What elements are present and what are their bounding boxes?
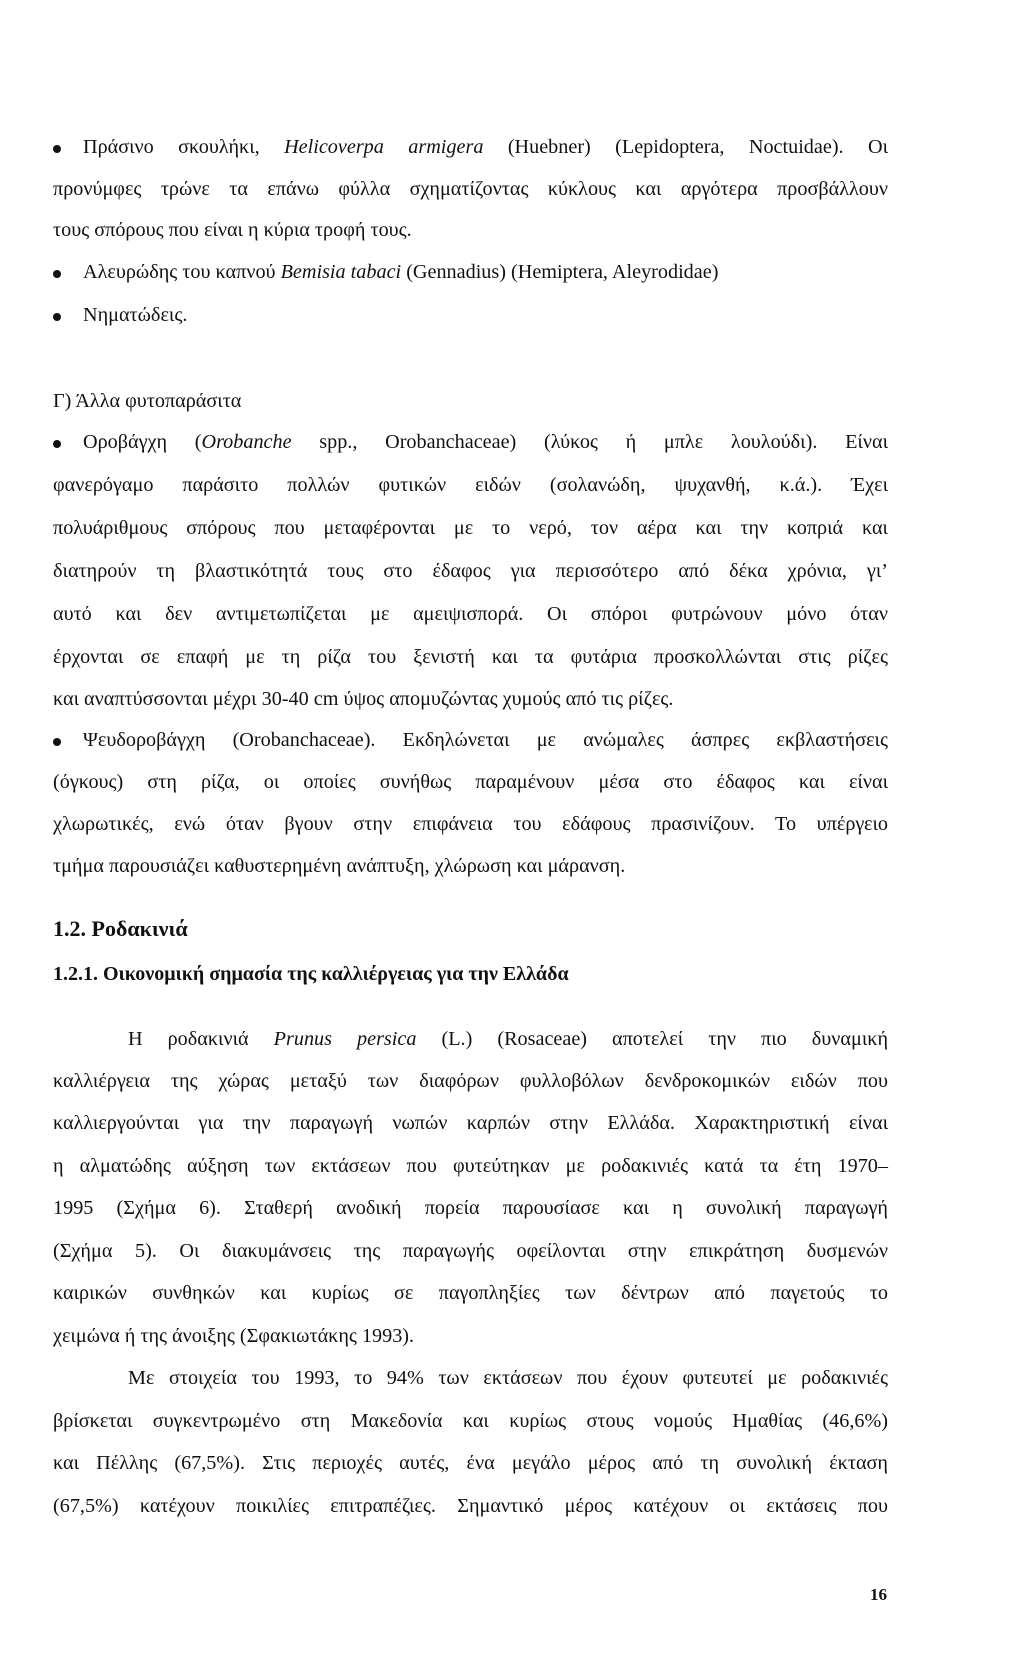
bullet-dot xyxy=(53,440,61,448)
whitefly-line: Αλευρώδης του καπνού Bemisia tabaci (Gennadius) (Hemiptera, Aleyrodidae) xyxy=(83,261,719,283)
para2-line-1: Με στοιχεία του 1993, το 94% των εκτάσεων που έχουν φυτευτεί με ροδακινιές xyxy=(128,1367,888,1389)
pseudo-line-1: Ψευδοροβάγχη (Orobanchaceae). Εκδηλώνεται με ανώμαλες άσπρες εκβλαστήσεις xyxy=(83,729,888,751)
para2-line: βρίσκεται συγκεντρωμένο στη Μακεδονία και κυρίως στους νομούς Ημαθίας (46,6%) xyxy=(53,1410,888,1432)
bullet-dot xyxy=(53,738,61,746)
para1-line: καιρικών συνθηκών και κυρίως σε παγοπληξίες των δέντρων από παγετούς το xyxy=(53,1282,888,1304)
pseudo-line: τμήμα παρουσιάζει καθυστερημένη ανάπτυξη, χλώρωση και μάρανση. xyxy=(53,855,626,877)
para2-line: (67,5%) κατέχουν ποικιλίες επιτραπέζιες. Σημαντικό μέρος κατέχουν οι εκτάσεις που xyxy=(53,1495,888,1517)
orobanche-line: διατηρούν τη βλαστικότητά τους στο έδαφος για περισσότερο από δέκα χρόνια, γι’ xyxy=(53,560,888,582)
pseudo-line: χλωρωτικές, ενώ όταν βγουν στην επιφάνεια του εδάφους πρασινίζουν. Το υπέργειο xyxy=(53,813,888,835)
para2-line: και Πέλλης (67,5%). Στις περιοχές αυτές, ένα μεγάλο μέρος από τη συνολική έκταση xyxy=(53,1452,888,1474)
species-name: Prunus persica xyxy=(273,1028,417,1050)
pseudo-line: (όγκους) στη ρίζα, οι οποίες συνήθως παραμένουν μέσα στο έδαφος και είναι xyxy=(53,771,888,793)
bullet-dot xyxy=(53,145,61,153)
orobanche-line: φανερόγαμο παράσιτο πολλών φυτικών ειδών (σολανώδη, ψυχανθή, κ.ά.). Έχει xyxy=(53,474,888,496)
orobanche-line: και αναπτύσσονται μέχρι 30-40 cm ύψος απομυζώντας χυμούς από τις ρίζες. xyxy=(53,688,674,710)
orobanche-line: έρχονται σε επαφή με τη ρίζα του ξενιστή και τα φυτάρια προσκολλώνται στις ρίζες xyxy=(53,646,888,668)
bollworm-line-3: τους σπόρους που είναι η κύρια τροφή τους. xyxy=(53,219,412,241)
section-heading: 1.2. Ροδακινιά xyxy=(53,916,188,941)
para1-line: 1995 (Σχήμα 6). Σταθερή ανοδική πορεία παρουσίασε και η συνολική παραγωγή xyxy=(53,1197,888,1219)
species-name: Bemisia tabaci xyxy=(280,261,402,283)
bollworm-line-1: Πράσινο σκουλήκι, Helicoverpa armigera (Huebner) (Lepidoptera, Noctuidae). Οι xyxy=(83,136,889,158)
nematodes-line: Νηματώδεις. xyxy=(83,304,188,326)
subsection-heading: 1.2.1. Οικονομική σημασία της καλλιέργειας για την Ελλάδα xyxy=(53,963,569,985)
bollworm-line-2: προνύμφες τρώνε τα επάνω φύλλα σχηματίζοντας κύκλους και αργότερα προσβάλλουν xyxy=(53,178,888,200)
para1-line: καλλιεργούνται για την παραγωγή νωπών καρπών στην Ελλάδα. Χαρακτηριστική είναι xyxy=(53,1112,888,1134)
species-name: Helicoverpa armigera xyxy=(284,136,484,158)
parasites-heading: Γ) Άλλα φυτοπαράσιτα xyxy=(53,390,242,412)
para1-line-1: Η ροδακινιά Prunus persica (L.) (Rosaceae) αποτελεί την πιο δυναμική xyxy=(128,1028,888,1050)
para1-line: χειμώνα ή της άνοιξης (Σφακιωτάκης 1993). xyxy=(53,1325,415,1347)
bullet-dot xyxy=(53,270,61,278)
bullet-dot xyxy=(53,313,61,321)
page-number: 16 xyxy=(870,1585,887,1604)
para1-line: καλλιέργεια της χώρας μεταξύ των διαφόρων φυλλοβόλων δενδροκομικών ειδών που xyxy=(53,1070,888,1092)
orobanche-line: πολυάριθμους σπόρους που μεταφέρονται με το νερό, τον αέρα και την κοπριά και xyxy=(53,517,888,539)
orobanche-line: αυτό και δεν αντιμετωπίζεται με αμειψισπορά. Οι σπόροι φυτρώνουν μόνο όταν xyxy=(53,603,888,625)
para1-line: η αλματώδης αύξηση των εκτάσεων που φυτεύτηκαν με ροδακινιές κατά τα έτη 1970– xyxy=(53,1155,888,1177)
para1-line: (Σχήμα 5). Οι διακυμάνσεις της παραγωγής οφείλονται στην επικράτηση δυσμενών xyxy=(53,1240,888,1262)
orobanche-line-1: Οροβάγχη (Orobanche spp., Orobanchaceae) (λύκος ή μπλε λουλούδι). Είναι xyxy=(83,431,888,453)
species-name: Orobanche xyxy=(201,431,292,453)
